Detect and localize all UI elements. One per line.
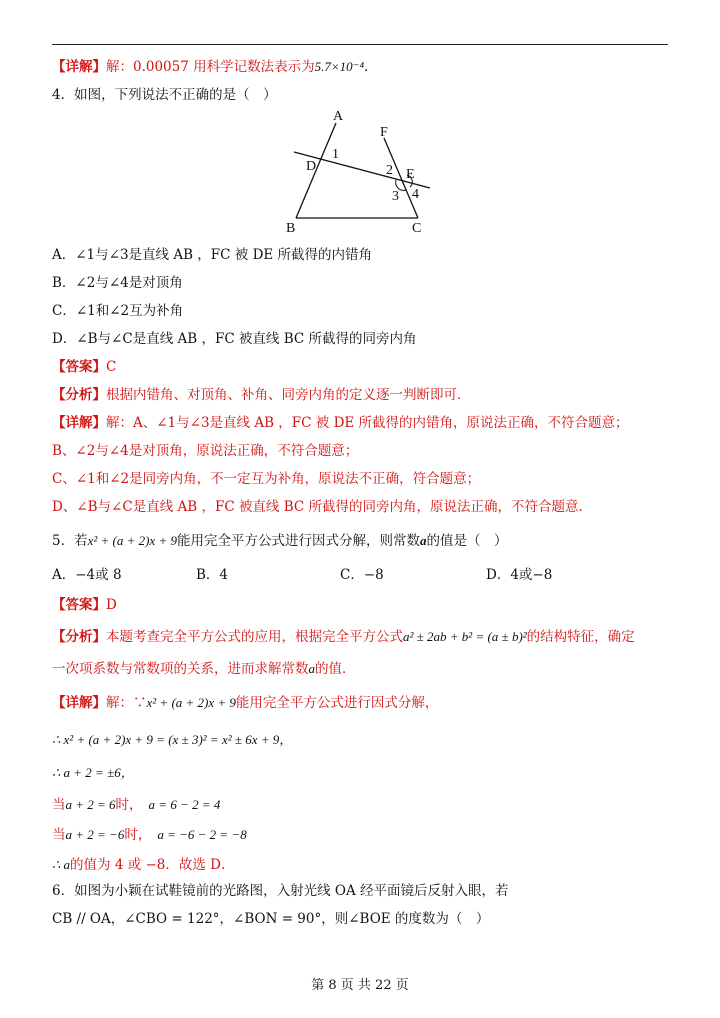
q4-detail-4: D、∠B与∠C是直线 AB ，FC 被直线 BC 所截得的同旁内角，原说法正确，不符合题意． — [52, 499, 593, 515]
q5-step-3 — [52, 796, 220, 814]
q5-stem-prefix: 5．若 — [52, 533, 88, 549]
answer-tag: 【答案】 — [52, 597, 106, 613]
q5-option-d: D．4或−8 — [486, 567, 553, 583]
q4-answer-value: C — [106, 359, 117, 375]
label-b: B — [286, 221, 296, 236]
q4-stem: 4．如图，下列说法不正确的是（ ） — [52, 87, 277, 103]
q5-step3-when: 当 — [52, 797, 66, 813]
q5-step4-when: 当 — [52, 827, 66, 843]
q4-figure — [286, 108, 436, 236]
q5-option-a: A．−4或 8 — [52, 567, 122, 583]
analysis-tag: 【分析】 — [52, 629, 106, 645]
q5-stem-middle: 能用完全平方公式进行因式分解，则常数 — [177, 533, 421, 549]
q5-analysis-variable: a — [308, 661, 315, 676]
prev-explanation-text: 解：0.00057 用科学记数法表示为 — [106, 59, 315, 75]
q6-stem-line1: 6．如图为小颖在试鞋镜前的光路图，入射光线 OA 经平面镜后反射入眼，若 — [52, 883, 509, 899]
q5-stem-expression: x² + (a + 2)x + 9 — [87, 533, 178, 548]
q5-step-1: ∴ x² + (a + 2)x + 9 = (x ± 3)² = x² ± 6x + 9， — [52, 732, 293, 747]
q5-analysis-text-a: 本题考查完全平方公式的应用，根据完全平方公式 — [106, 629, 403, 645]
label-angle-3: 3 — [392, 189, 399, 204]
q5-stem-suffix: 的值是（ ） — [426, 533, 508, 549]
q5-step-4 — [52, 826, 247, 844]
q5-step-2: ∴ a + 2 = ±6， — [52, 765, 134, 780]
q5-detail-suffix: 能用完全平方公式进行因式分解， — [235, 695, 439, 711]
q5-step3-then: 时， — [115, 797, 143, 813]
label-angle-4: 4 — [412, 187, 419, 202]
label-f: F — [380, 125, 388, 140]
q5-analysis-text-b: 的结构特征，确定 — [526, 629, 635, 645]
label-angle-1: 1 — [332, 147, 339, 162]
q5-step4-then: 时， — [124, 827, 152, 843]
label-a: A — [333, 109, 344, 124]
answer-tag: 【答案】 — [52, 359, 106, 375]
q5-step-5 — [52, 856, 235, 874]
detail-tag: 【详解】 — [52, 59, 106, 75]
q5-step3-result: a = 6 − 2 = 4 — [148, 797, 221, 812]
perfect-square-formula: a² ± 2ab + b² = (a ± b)² — [403, 629, 527, 644]
q4-detail-3: C、∠1和∠2是同旁内角，不一定互为补角，原说法不正确，符合题意； — [52, 471, 481, 487]
q4-option-b: B．∠2与∠4是对顶角 — [52, 275, 183, 291]
q4-detail-text: 解：A、∠1与∠3是直线 AB ，FC 被 DE 所截得的内错角，原说法正确，不符合题意； — [106, 415, 629, 431]
q5-step3-condition: a + 2 = 6 — [65, 797, 116, 812]
label-c: C — [412, 221, 422, 236]
q5-analysis-line1 — [52, 628, 635, 646]
q5-analysis-text-c: 一次项系数与常数项的关系，进而求解常数 — [52, 661, 309, 677]
q4-answer — [52, 358, 116, 376]
prev-explanation — [52, 58, 378, 76]
q6-stem-line2: CB // OA，∠CBO = 122°，∠BON = 90°，则∠BOE 的度数为（ ） — [52, 911, 490, 927]
q5-analysis-text-d: 的值． — [315, 661, 356, 677]
prev-explanation-end: ． — [364, 59, 378, 75]
q5-step5-conclusion: 的值为 4 或 −8．故选 D． — [70, 857, 235, 873]
analysis-tag: 【分析】 — [52, 387, 106, 403]
q5-option-c: C．−8 — [340, 567, 384, 583]
q4-detail-2: B、∠2与∠4是对顶角，原说法正确，不符合题意； — [52, 443, 359, 459]
page-footer: 第 8 页 共 22 页 — [311, 978, 409, 993]
q5-detail-expression: x² + (a + 2)x + 9 — [146, 695, 236, 710]
q5-answer-value: D — [106, 597, 117, 613]
sci-notation-value: 5.7×10⁻⁴ — [314, 59, 365, 74]
detail-tag: 【详解】 — [52, 695, 106, 711]
q5-detail-prefix: 解：∵ — [106, 695, 147, 711]
label-e: E — [406, 167, 415, 182]
q4-option-c: C．∠1和∠2互为补角 — [52, 303, 184, 319]
q4-option-a: A．∠1与∠3是直线 AB ，FC 被 DE 所截得的内错角 — [52, 247, 373, 263]
detail-tag: 【详解】 — [52, 415, 106, 431]
q5-stem-variable: a — [420, 533, 427, 548]
q4-analysis — [52, 386, 471, 404]
label-d: D — [306, 159, 317, 174]
q5-analysis-line2 — [52, 660, 356, 678]
q5-stem — [52, 532, 508, 550]
q5-answer — [52, 596, 117, 614]
q5-detail-line — [52, 694, 438, 712]
q5-option-b: B．4 — [196, 567, 229, 583]
label-angle-2: 2 — [386, 163, 393, 178]
q5-step4-condition: a + 2 = −6 — [65, 827, 125, 842]
q5-step4-result: a = −6 − 2 = −8 — [157, 827, 247, 842]
q4-detail-1 — [52, 414, 629, 432]
q4-analysis-text: 根据内错角、对顶角、补角、同旁内角的定义逐一判断即可． — [106, 387, 471, 403]
q5-step5-prefix: ∴ a — [52, 857, 71, 872]
q4-option-d: D．∠B与∠C是直线 AB ，FC 被直线 BC 所截得的同旁内角 — [52, 331, 417, 347]
header-rule — [52, 44, 668, 45]
